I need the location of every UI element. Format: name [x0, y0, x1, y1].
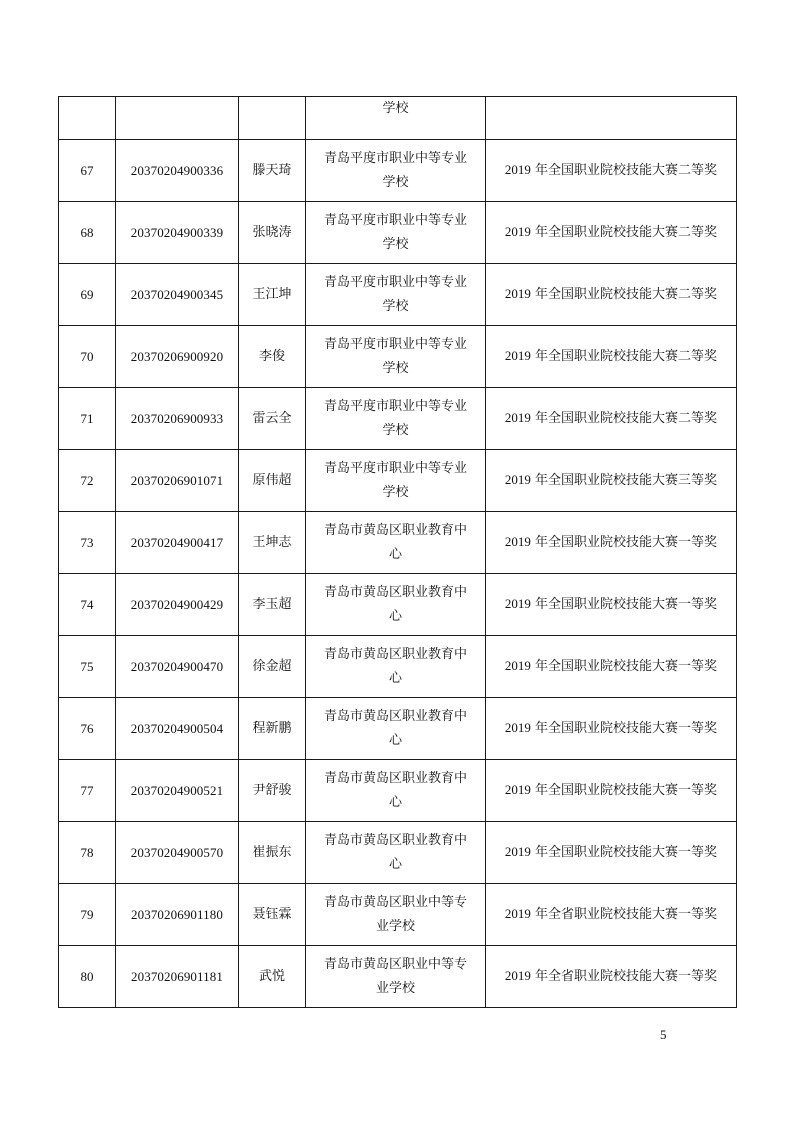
- cell-school: [306, 884, 486, 946]
- school-line: 心: [388, 732, 402, 748]
- page-number: 5: [660, 1027, 667, 1042]
- cell-index: 70: [59, 326, 116, 388]
- award-year: 2019: [504, 906, 531, 921]
- school-line: 青岛平度市职业中等专业: [323, 460, 467, 476]
- table-row: [59, 946, 737, 1008]
- table-row: [59, 574, 737, 636]
- cell-name: 武悦: [239, 946, 306, 1008]
- cell-name: 王坤志: [239, 512, 306, 574]
- cell-index: [59, 97, 116, 140]
- cell-id: 20370204900417: [116, 512, 239, 574]
- cell-name: 程新鹏: [239, 698, 306, 760]
- school-line: 心: [388, 856, 402, 872]
- cell-award: [486, 884, 737, 946]
- cell-name: 聂钰霖: [239, 884, 306, 946]
- cell-school: [306, 512, 486, 574]
- table-row-continued: [59, 97, 737, 140]
- cell-id: 20370204900339: [116, 202, 239, 264]
- cell-award: [486, 450, 737, 512]
- table-row: [59, 760, 737, 822]
- table-row: [59, 636, 737, 698]
- award-year: 2019: [504, 348, 531, 363]
- school-line: 学校: [382, 360, 409, 376]
- award-year: 2019: [504, 658, 531, 673]
- school-line: 业学校: [375, 918, 415, 934]
- school-line: 青岛市黄岛区职业教育中: [323, 646, 467, 662]
- cell-school: [306, 140, 486, 202]
- school-line: 学校: [382, 484, 409, 500]
- school-line: 心: [388, 794, 402, 810]
- award-year: 2019: [504, 472, 531, 487]
- award-text: 年全国职业院校技能大赛一等奖: [530, 659, 718, 674]
- cell-id: 20370204900429: [116, 574, 239, 636]
- award-text: 年全省职业院校技能大赛一等奖: [530, 969, 718, 984]
- school-line: 青岛平度市职业中等专业: [323, 212, 467, 228]
- cell-id: 20370204900470: [116, 636, 239, 698]
- school-line: 学校: [382, 236, 409, 252]
- cell-school: [306, 946, 486, 1008]
- cell-id: 20370206900920: [116, 326, 239, 388]
- cell-school: [306, 822, 486, 884]
- table-row: [59, 450, 737, 512]
- cell-index: 76: [59, 698, 116, 760]
- cell-award: [486, 512, 737, 574]
- cell-name: 滕天琦: [239, 140, 306, 202]
- cell-school: [306, 636, 486, 698]
- cell-name: 李俊: [239, 326, 306, 388]
- school-line: 学校: [382, 422, 409, 438]
- school-line: 心: [388, 608, 402, 624]
- cell-award: [486, 636, 737, 698]
- table-row: [59, 140, 737, 202]
- cell-award: [486, 202, 737, 264]
- cell-id: 20370204900521: [116, 760, 239, 822]
- school-line: 青岛市黄岛区职业教育中: [323, 708, 467, 724]
- school-line: 青岛市黄岛区职业教育中: [323, 770, 467, 786]
- cell-name: 张晓涛: [239, 202, 306, 264]
- cell-id: [116, 97, 239, 140]
- cell-index: 74: [59, 574, 116, 636]
- cell-award: [486, 698, 737, 760]
- cell-award: [486, 264, 737, 326]
- table-row: [59, 884, 737, 946]
- cell-award: [486, 97, 737, 140]
- award-year: 2019: [504, 596, 531, 611]
- roster-table-body: [59, 97, 737, 1008]
- award-text: 年全省职业院校技能大赛一等奖: [530, 907, 718, 922]
- award-text: 年全国职业院校技能大赛三等奖: [530, 473, 718, 488]
- cell-name: [239, 97, 306, 140]
- award-year: 2019: [504, 844, 531, 859]
- award-text: 年全国职业院校技能大赛一等奖: [530, 783, 718, 798]
- cell-award: [486, 760, 737, 822]
- cell-id: 20370206901180: [116, 884, 239, 946]
- school-line: 青岛市黄岛区职业教育中: [323, 584, 467, 600]
- table-row: [59, 698, 737, 760]
- award-text: 年全国职业院校技能大赛一等奖: [530, 721, 718, 736]
- school-line: 学校: [382, 101, 409, 116]
- award-year: 2019: [504, 162, 531, 177]
- school-line: 青岛平度市职业中等专业: [323, 150, 467, 166]
- cell-id: 20370206901181: [116, 946, 239, 1008]
- table-row: [59, 512, 737, 574]
- cell-id: 20370206901071: [116, 450, 239, 512]
- award-text: 年全国职业院校技能大赛一等奖: [530, 597, 718, 612]
- table-row: [59, 202, 737, 264]
- school-line: 学校: [382, 298, 409, 314]
- award-year: 2019: [504, 720, 531, 735]
- school-line: 青岛市黄岛区职业教育中: [323, 832, 467, 848]
- cell-school: [306, 264, 486, 326]
- school-line: 青岛平度市职业中等专业: [323, 274, 467, 290]
- school-line: 青岛平度市职业中等专业: [323, 336, 467, 352]
- award-year: 2019: [504, 286, 531, 301]
- cell-name: 徐金超: [239, 636, 306, 698]
- award-year: 2019: [504, 410, 531, 425]
- cell-index: 78: [59, 822, 116, 884]
- cell-index: 79: [59, 884, 116, 946]
- school-line: 心: [388, 546, 402, 562]
- cell-school: [306, 326, 486, 388]
- cell-index: 67: [59, 140, 116, 202]
- cell-name: 崔振东: [239, 822, 306, 884]
- cell-id: 20370204900345: [116, 264, 239, 326]
- cell-award: [486, 946, 737, 1008]
- cell-school: [306, 202, 486, 264]
- school-line: 青岛平度市职业中等专业: [323, 398, 467, 414]
- table-row: [59, 388, 737, 450]
- cell-index: 77: [59, 760, 116, 822]
- cell-name: 雷云全: [239, 388, 306, 450]
- award-year: 2019: [504, 782, 531, 797]
- table-row: [59, 326, 737, 388]
- cell-award: [486, 822, 737, 884]
- cell-id: 20370204900504: [116, 698, 239, 760]
- table-row: [59, 822, 737, 884]
- cell-index: 73: [59, 512, 116, 574]
- table-row: [59, 264, 737, 326]
- cell-index: 80: [59, 946, 116, 1008]
- award-text: 年全国职业院校技能大赛二等奖: [530, 287, 718, 302]
- cell-school: [306, 388, 486, 450]
- cell-award: [486, 140, 737, 202]
- award-roster-table: [58, 96, 737, 1008]
- cell-name: 尹舒骏: [239, 760, 306, 822]
- cell-index: 75: [59, 636, 116, 698]
- cell-name: 原伟超: [239, 450, 306, 512]
- cell-id: 20370206900933: [116, 388, 239, 450]
- award-text: 年全国职业院校技能大赛一等奖: [530, 845, 718, 860]
- cell-award: [486, 574, 737, 636]
- cell-school: [306, 698, 486, 760]
- award-text: 年全国职业院校技能大赛二等奖: [530, 411, 718, 426]
- school-line: 青岛市黄岛区职业中等专: [323, 956, 467, 972]
- award-text: 年全国职业院校技能大赛一等奖: [530, 535, 718, 550]
- cell-index: 72: [59, 450, 116, 512]
- cell-name: 王江坤: [239, 264, 306, 326]
- award-text: 年全国职业院校技能大赛二等奖: [530, 163, 718, 178]
- cell-award: [486, 388, 737, 450]
- award-year: 2019: [504, 224, 531, 239]
- cell-school: [306, 450, 486, 512]
- school-line: 学校: [382, 174, 409, 190]
- award-text: 年全国职业院校技能大赛二等奖: [530, 349, 718, 364]
- award-year: 2019: [504, 534, 531, 549]
- cell-index: 69: [59, 264, 116, 326]
- school-line: 青岛市黄岛区职业中等专: [323, 894, 467, 910]
- cell-index: 71: [59, 388, 116, 450]
- cell-id: 20370204900336: [116, 140, 239, 202]
- school-line: 业学校: [375, 980, 415, 996]
- school-line: 青岛市黄岛区职业教育中: [323, 522, 467, 538]
- cell-school: [306, 574, 486, 636]
- award-year: 2019: [504, 968, 531, 983]
- award-text: 年全国职业院校技能大赛二等奖: [530, 225, 718, 240]
- cell-school: [306, 97, 486, 140]
- cell-name: 李玉超: [239, 574, 306, 636]
- cell-index: 68: [59, 202, 116, 264]
- cell-id: 20370204900570: [116, 822, 239, 884]
- school-line: 心: [388, 670, 402, 686]
- cell-school: [306, 760, 486, 822]
- cell-award: [486, 326, 737, 388]
